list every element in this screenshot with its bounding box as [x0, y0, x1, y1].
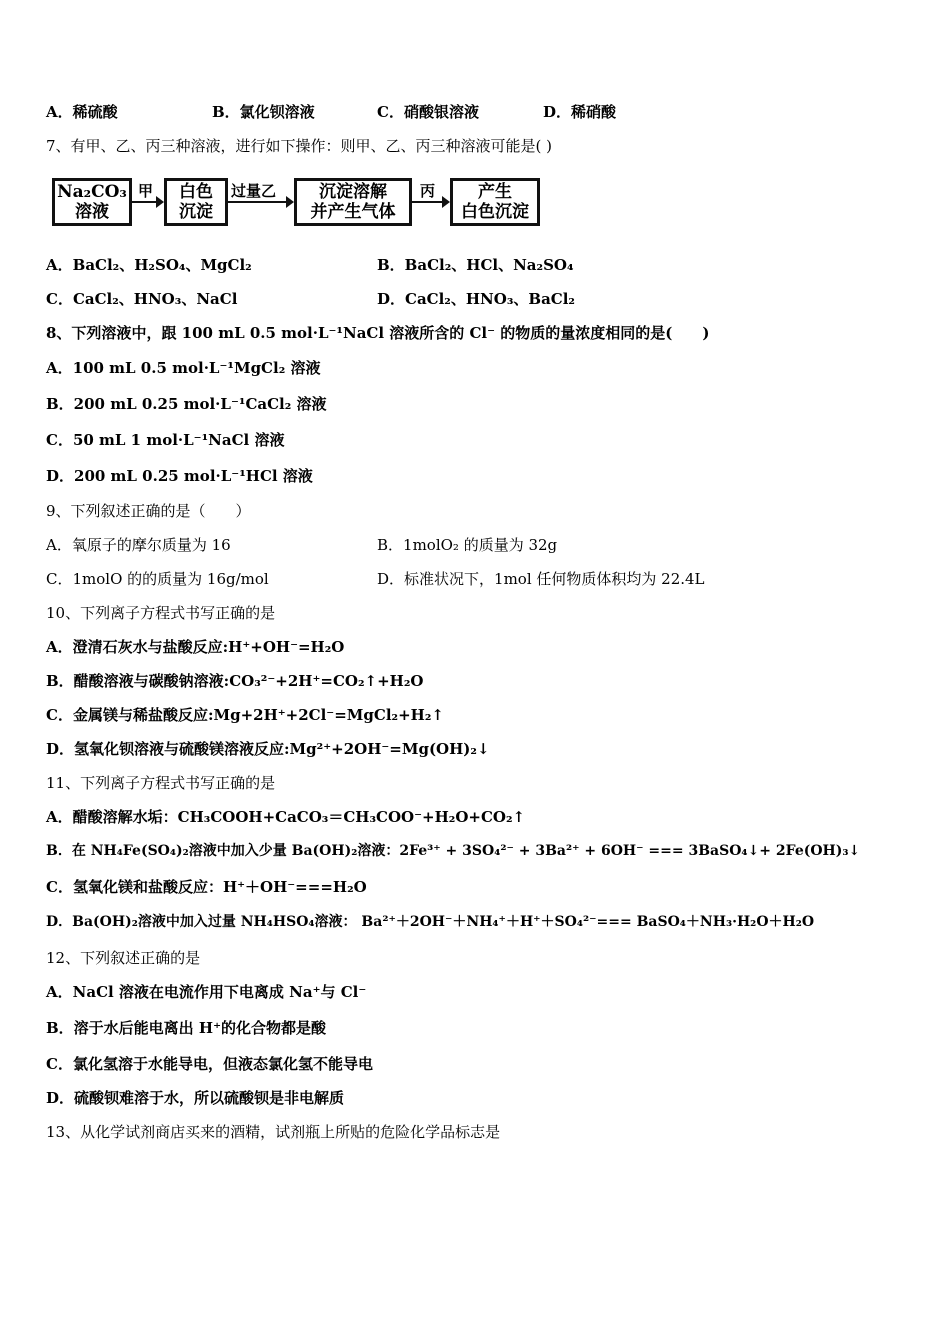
q6-option-b: B．氯化钡溶液: [212, 103, 315, 121]
flow-box-2-line2: 沉淀: [179, 202, 213, 222]
flow-arrow-2: [228, 201, 292, 203]
flow-box-dissolve-gas: [294, 178, 412, 226]
flow-box-2-line1: 白色: [179, 182, 213, 202]
q11-option-b: B．在 NH₄Fe(SO₄)₂溶液中加入少量 Ba(OH)₂溶液：2Fe³⁺ + 3SO₄²⁻ + 3Ba²⁺ + 6OH⁻ === 3BaSO₄↓+ 2Fe(OH)₃↓: [46, 843, 861, 859]
q7-stem: 7、有甲、乙、丙三种溶液，进行如下操作：则甲、乙、丙三种溶液可能是( ): [46, 137, 553, 155]
q8-stem: 8、下列溶液中，跟 100 mL 0.5 mol·L⁻¹NaCl 溶液所含的 Cl⁻ 的物质的量浓度相同的是( ): [46, 324, 710, 342]
q11-option-d: D．Ba(OH)₂溶液中加入过量 NH₄HSO₄溶液： Ba²⁺＋2OH⁻＋NH₄⁺＋H⁺＋SO₄²⁻=== BaSO₄＋NH₃·H₂O＋H₂O: [46, 914, 815, 930]
q11-stem: 11、下列离子方程式书写正确的是: [46, 774, 276, 792]
q7-option-c: C．CaCl₂、HNO₃、NaCl: [46, 290, 238, 308]
flow-box-na2co3-line2: 溶液: [75, 202, 109, 222]
flow-box-4-line2: 白色沉淀: [461, 202, 529, 222]
q7-option-d: D．CaCl₂、HNO₃、BaCl₂: [377, 290, 575, 308]
q10-option-c: C．金属镁与稀盐酸反应:Mg+2H⁺+2Cl⁻=MgCl₂+H₂↑: [46, 706, 444, 724]
q12-option-d: D．硫酸钡难溶于水，所以硫酸钡是非电解质: [46, 1089, 345, 1107]
q6-option-c: C．硝酸银溶液: [377, 103, 479, 121]
q10-option-b: B．醋酸溶液与碳酸钠溶液:CO₃²⁻+2H⁺=CO₂↑+H₂O: [46, 672, 424, 690]
q7-flow-diagram: [52, 170, 542, 236]
flow-box-4-line1: 产生: [478, 182, 512, 202]
q8-option-b: B．200 mL 0.25 mol·L⁻¹CaCl₂ 溶液: [46, 395, 327, 413]
q12-option-a: A．NaCl 溶液在电流作用下电离成 Na⁺与 Cl⁻: [46, 983, 367, 1001]
q8-option-d: D．200 mL 0.25 mol·L⁻¹HCl 溶液: [46, 467, 313, 485]
q10-stem: 10、下列离子方程式书写正确的是: [46, 604, 276, 622]
flow-box-3-line2: 并产生气体: [310, 202, 396, 222]
flow-arrow-2-label: 过量乙: [231, 182, 277, 200]
q9-option-c: C．1molO 的的质量为 16g/mol: [46, 570, 269, 588]
flow-box-na2co3-line1: Na₂CO₃: [57, 182, 127, 202]
q6-option-a: A．稀硫酸: [46, 103, 118, 121]
q9-stem: 9、下列叙述正确的是（ ）: [46, 502, 251, 520]
flow-box-white-precipitate: [164, 178, 228, 226]
q7-option-a: A．BaCl₂、H₂SO₄、MgCl₂: [46, 256, 252, 274]
q13-stem: 13、从化学试剂商店买来的酒精，试剂瓶上所贴的危险化学品标志是: [46, 1123, 501, 1141]
q9-option-b: B．1molO₂ 的质量为 32g: [377, 536, 558, 554]
flow-arrow-3-label: 丙: [420, 182, 436, 200]
q11-option-a: A．醋酸溶解水垢：CH₃COOH+CaCO₃＝CH₃COO⁻+H₂O+CO₂↑: [46, 808, 526, 826]
q10-option-d: D．氢氧化钡溶液与硫酸镁溶液反应:Mg²⁺+2OH⁻=Mg(OH)₂↓: [46, 740, 490, 758]
flow-arrow-3: [412, 201, 448, 203]
q9-option-d: D．标准状况下，1mol 任何物质体积均为 22.4L: [377, 570, 705, 588]
flow-box-na2co3: [52, 178, 132, 226]
q12-option-b: B．溶于水后能电离出 H⁺的化合物都是酸: [46, 1019, 326, 1037]
flow-arrow-1-label: 甲: [138, 182, 154, 200]
flow-arrow-1: [132, 201, 162, 203]
q8-option-c: C．50 mL 1 mol·L⁻¹NaCl 溶液: [46, 431, 285, 449]
q12-stem: 12、下列叙述正确的是: [46, 949, 201, 967]
q11-option-c: C．氢氧化镁和盐酸反应：H⁺＋OH⁻===H₂O: [46, 878, 367, 896]
q10-option-a: A．澄清石灰水与盐酸反应:H⁺+OH⁻=H₂O: [46, 638, 345, 656]
q9-option-a: A．氧原子的摩尔质量为 16: [46, 536, 231, 554]
q12-option-c: C．氯化氢溶于水能导电，但液态氯化氢不能导电: [46, 1055, 373, 1073]
q6-option-d: D．稀硝酸: [543, 103, 617, 121]
q7-option-b: B．BaCl₂、HCl、Na₂SO₄: [377, 256, 574, 274]
flow-box-new-precipitate: [450, 178, 540, 226]
flow-box-3-line1: 沉淀溶解: [319, 182, 387, 202]
q8-option-a: A．100 mL 0.5 mol·L⁻¹MgCl₂ 溶液: [46, 359, 321, 377]
